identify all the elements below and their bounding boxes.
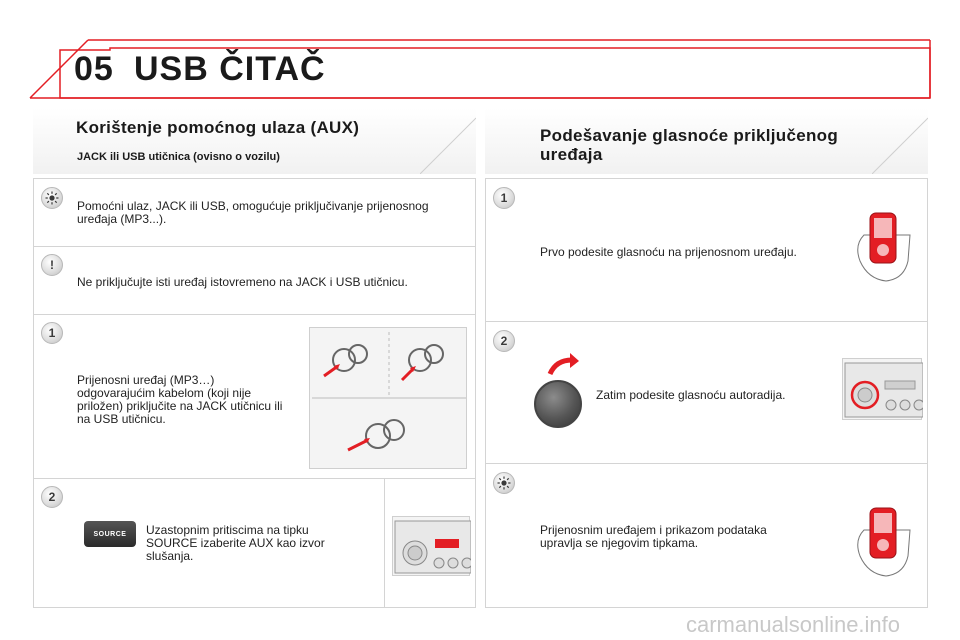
step-2-badge: 2: [493, 330, 515, 352]
column-separator: [384, 479, 385, 608]
light-icon: [493, 472, 515, 494]
left-section-subtitle: JACK ili USB utičnica (ovisno o vozilu): [77, 151, 280, 163]
step-1-badge: 1: [493, 187, 515, 209]
step-1-badge: 1: [41, 322, 63, 344]
left-section-title: Korištenje pomoćnog ulaza (AUX): [76, 118, 360, 137]
right-row-1-text: Prvo podesite glasnoću na prijenosnom uređaju.: [540, 245, 797, 259]
watermark: carmanualsonline.info: [686, 612, 901, 637]
hand-held-player-illustration: [846, 205, 924, 287]
hand-held-player-illustration: [846, 500, 924, 582]
row-separator: [33, 314, 476, 315]
volume-knob-icon: [534, 380, 582, 428]
left-row-2-text: Ne priključujte isti uređaj istovremeno na JACK i USB utičnicu.: [77, 275, 408, 289]
right-row-2-text: Zatim podesite glasnoću autoradija.: [596, 388, 786, 402]
jack-usb-connector-illustration: [309, 327, 467, 469]
warning-icon: !: [41, 254, 63, 276]
row-separator: [485, 463, 928, 464]
step-2-badge: 2: [41, 486, 63, 508]
page-title: USB ČITAČ: [134, 50, 326, 88]
rotate-arrow-icon: [546, 352, 580, 378]
left-header-corner: [420, 108, 476, 174]
right-section-title-line2: uređaja: [540, 145, 603, 164]
radio-source-illustration: [392, 516, 470, 576]
row-separator: [33, 246, 476, 247]
row-separator: [485, 321, 928, 322]
left-row-1-text: Pomoćni ulaz, JACK ili USB, omogućuje priključivanje prijenosnog uređaja (MP3...).: [77, 199, 429, 226]
source-button: SOURCE: [84, 521, 136, 547]
radio-volume-illustration: [842, 358, 922, 420]
left-row-3-text: Prijenosni uređaj (MP3…) odgovarajućim kabelom (koji nije priložen) priključite na JACK utičnicu ili na USB utičnicu.: [77, 373, 283, 426]
chapter-number: 05: [74, 50, 114, 88]
left-row-4-text: Uzastopnim pritiscima na tipku SOURCE izaberite AUX kao izvor slušanja.: [146, 523, 325, 563]
light-icon: [41, 187, 63, 209]
row-separator: [33, 478, 476, 479]
right-row-3-text: Prijenosnim uređajem i prikazom podataka upravlja se njegovim tipkama.: [540, 523, 767, 550]
right-section-title-line1: Podešavanje glasnoće priključenog: [540, 126, 839, 145]
right-header-corner: [872, 108, 928, 174]
